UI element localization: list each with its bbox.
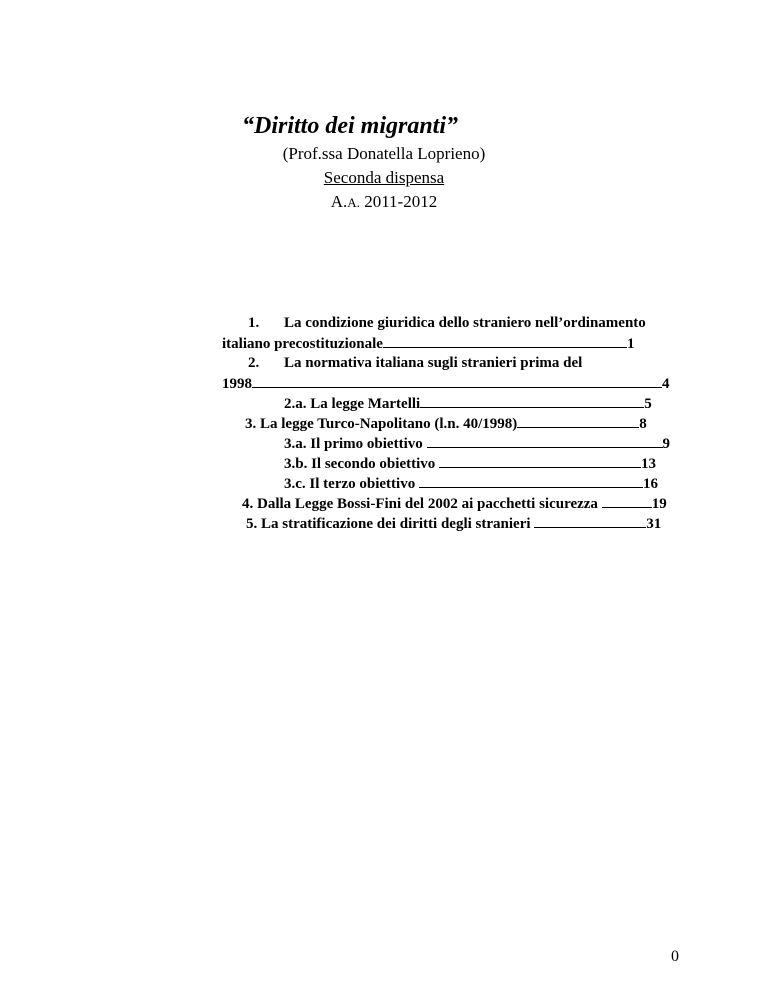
toc-entry-text: 3.c. Il terzo obiettivo — [284, 476, 419, 492]
toc-entry-2a — [284, 393, 652, 413]
toc-entry-1-line-2 — [222, 333, 634, 353]
toc-entry-4 — [242, 493, 667, 513]
document-header — [0, 112, 768, 215]
toc-leader — [602, 493, 652, 508]
toc-entry-label: 2. — [248, 355, 260, 371]
toc-page-number: 31 — [646, 516, 662, 532]
toc-leader — [427, 433, 663, 448]
toc-leader — [383, 333, 627, 348]
toc-entry-1-line-1 — [248, 313, 646, 333]
toc-leader — [534, 513, 646, 528]
toc-entry-2-line-2 — [222, 373, 670, 393]
toc-entry-text: 3.a. Il primo obiettivo — [284, 436, 427, 452]
toc-entry-text: 1998 — [222, 376, 252, 392]
document-title: “Diritto dei migranti” — [241, 113, 459, 139]
academic-year-value: 2011-2012 — [364, 192, 438, 211]
toc-entry-text: 2.a. La legge Martelli — [284, 396, 421, 412]
page-number: 0 — [671, 948, 679, 965]
toc-entry-5 — [246, 513, 661, 533]
toc-entry-label: 1. — [248, 315, 260, 331]
toc-leader — [420, 393, 644, 408]
toc-page-number: 4 — [662, 376, 670, 392]
toc-entry-3b — [284, 453, 656, 473]
academic-year-a1: A. — [330, 192, 348, 211]
toc-entry-text: 5. La stratificazione dei diritti degli stranieri — [246, 516, 535, 532]
toc-entry-text: 3.b. Il secondo obiettivo — [284, 456, 440, 472]
toc-leader — [517, 413, 639, 428]
toc-page-number: 5 — [644, 396, 652, 412]
toc-page-number: 16 — [642, 476, 658, 492]
academic-year-a2: A. — [347, 195, 360, 210]
toc-page-number: 13 — [641, 456, 657, 472]
toc-leader — [439, 453, 641, 468]
toc-entry-text: 4. Dalla Legge Bossi-Fini del 2002 ai pacchetti sicurezza — [242, 496, 602, 512]
toc-page-number: 19 — [651, 496, 667, 512]
toc-page-number: 1 — [626, 336, 635, 352]
toc-entry-text: La normativa italiana sugli stranieri prima del — [284, 355, 583, 371]
toc-entry-text: italiano precostituzionale — [222, 336, 383, 352]
toc-entry-3 — [245, 413, 647, 433]
toc-entry-3c — [284, 473, 658, 493]
toc-leader — [419, 473, 643, 488]
author-line: (Prof.ssa Donatella Loprieno) — [282, 144, 486, 163]
toc-entry-2-line-1 — [248, 353, 582, 373]
toc-page-number: 8 — [639, 416, 647, 432]
toc-entry-3a — [284, 433, 670, 453]
toc-entry-text: 3. La legge Turco-Napolitano (l.n. 40/1998) — [245, 416, 518, 432]
toc-leader — [252, 373, 662, 388]
toc-entry-text: La condizione giuridica dello straniero nell’ordinamento — [284, 315, 646, 331]
academic-year — [0, 190, 768, 215]
toc-page-number: 9 — [662, 436, 670, 452]
dispensa-label: Seconda dispensa — [323, 168, 445, 187]
